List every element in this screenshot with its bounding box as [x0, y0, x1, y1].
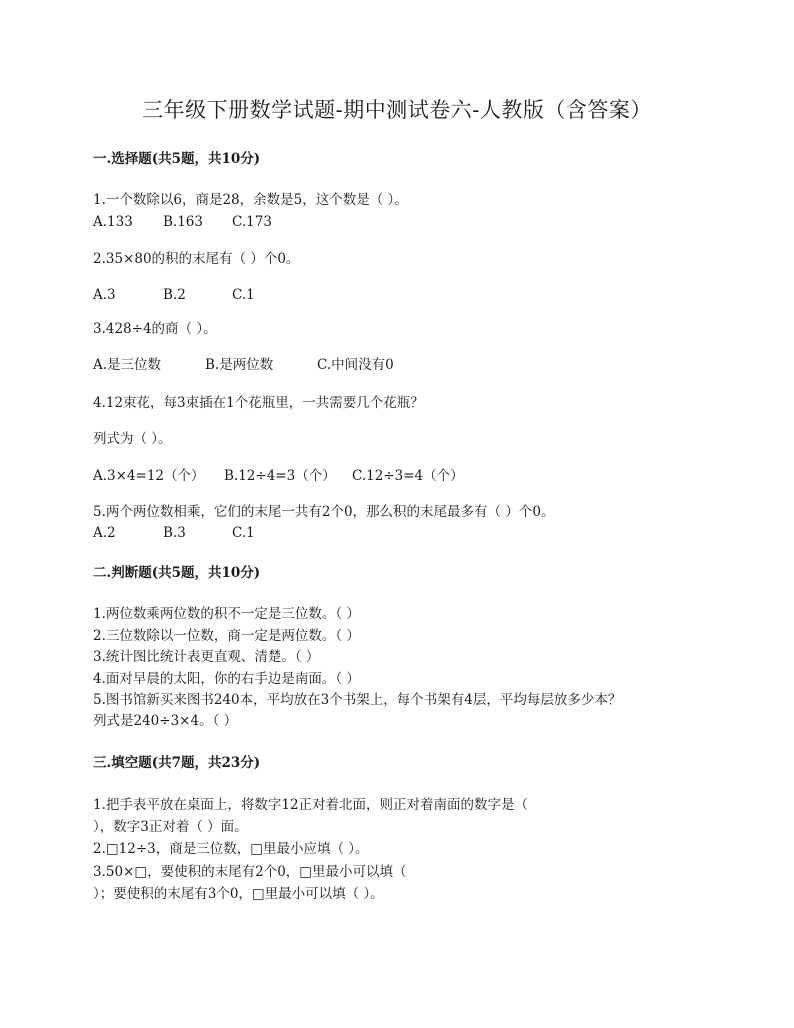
judge-item: 4.面对早晨的太阳，你的右手边是南面。（ ） — [93, 671, 360, 687]
q3-options — [93, 356, 394, 374]
q5-stem: 5.两个两位数相乘，它们的末尾一共有2个0，那么积的末尾最多有（ ）个0。 — [93, 504, 555, 520]
q4-option-a: A.3×4=12（个） — [93, 468, 205, 484]
judge-item: 5.图书馆新买来图书240本，平均放在3个书架上，每个书架有4层，平均每层放多少本？ — [93, 692, 622, 708]
q5-option-c: C.1 — [232, 525, 255, 541]
q3-option-b: B.是两位数 — [205, 357, 274, 373]
judge-item: 列式是240÷3×4。（ ） — [93, 713, 238, 729]
q5-option-a: A.2 — [93, 525, 116, 541]
judge-item: 3.统计图比统计表更直观、清楚。（ ） — [93, 649, 320, 665]
q2-option-c: C.1 — [232, 287, 255, 303]
q4-option-c: C.12÷3=4（个） — [352, 468, 464, 484]
page-title: 三年级下册数学试题-期中测试卷六-人教版（含答案） — [142, 98, 652, 122]
fill-item: 3.50×□，要使积的末尾有2个0，□里最小可以填（ — [93, 864, 407, 880]
section2-heading: 二.判断题(共5题，共10分) — [93, 565, 261, 581]
q3-option-c: C.中间没有0 — [317, 357, 394, 373]
section3-heading: 三.填空题(共7题，共23分) — [93, 755, 261, 771]
q1-options — [93, 213, 272, 231]
q3-option-a: A.是三位数 — [93, 357, 162, 373]
fill-item: 2.□12÷3，商是三位数，□里最小应填（ ）。 — [93, 841, 369, 857]
q4-stem: 4.12束花，每3束插在1个花瓶里，一共需要几个花瓶？ — [93, 395, 424, 411]
q5-options — [93, 524, 255, 542]
q1-option-c: C.173 — [232, 214, 272, 230]
fill-item: 1.把手表平放在桌面上，将数字12正对着北面，则正对着南面的数字是（ — [93, 797, 529, 813]
q2-option-b: B.2 — [163, 287, 186, 303]
judge-item: 1.两位数乘两位数的积不一定是三位数。（ ） — [93, 606, 360, 622]
section1-heading: 一.选择题(共5题，共10分) — [93, 151, 261, 167]
q4-options — [93, 467, 464, 485]
q2-stem: 2.35×80的积的末尾有（ ）个0。 — [93, 251, 300, 267]
fill-item: ）；要使积的末尾有3个0，□里最小可以填（ ）。 — [93, 886, 384, 902]
q1-option-b: B.163 — [163, 214, 203, 230]
fill-item: ），数字3正对着（ ）面。 — [93, 819, 248, 835]
q4-stem-2: 列式为（ ）。 — [93, 431, 172, 447]
judge-item: 2.三位数除以一位数，商一定是两位数。（ ） — [93, 628, 360, 644]
q1-stem: 1.一个数除以6，商是28，余数是5，这个数是（ ）。 — [93, 192, 408, 208]
q2-options — [93, 286, 255, 304]
q2-option-a: A.3 — [93, 287, 116, 303]
q5-option-b: B.3 — [163, 525, 186, 541]
q3-stem: 3.428÷4的商（ ）。 — [93, 321, 217, 337]
q1-option-a: A.133 — [93, 214, 133, 230]
q4-option-b: B.12÷4=3（个） — [224, 468, 336, 484]
